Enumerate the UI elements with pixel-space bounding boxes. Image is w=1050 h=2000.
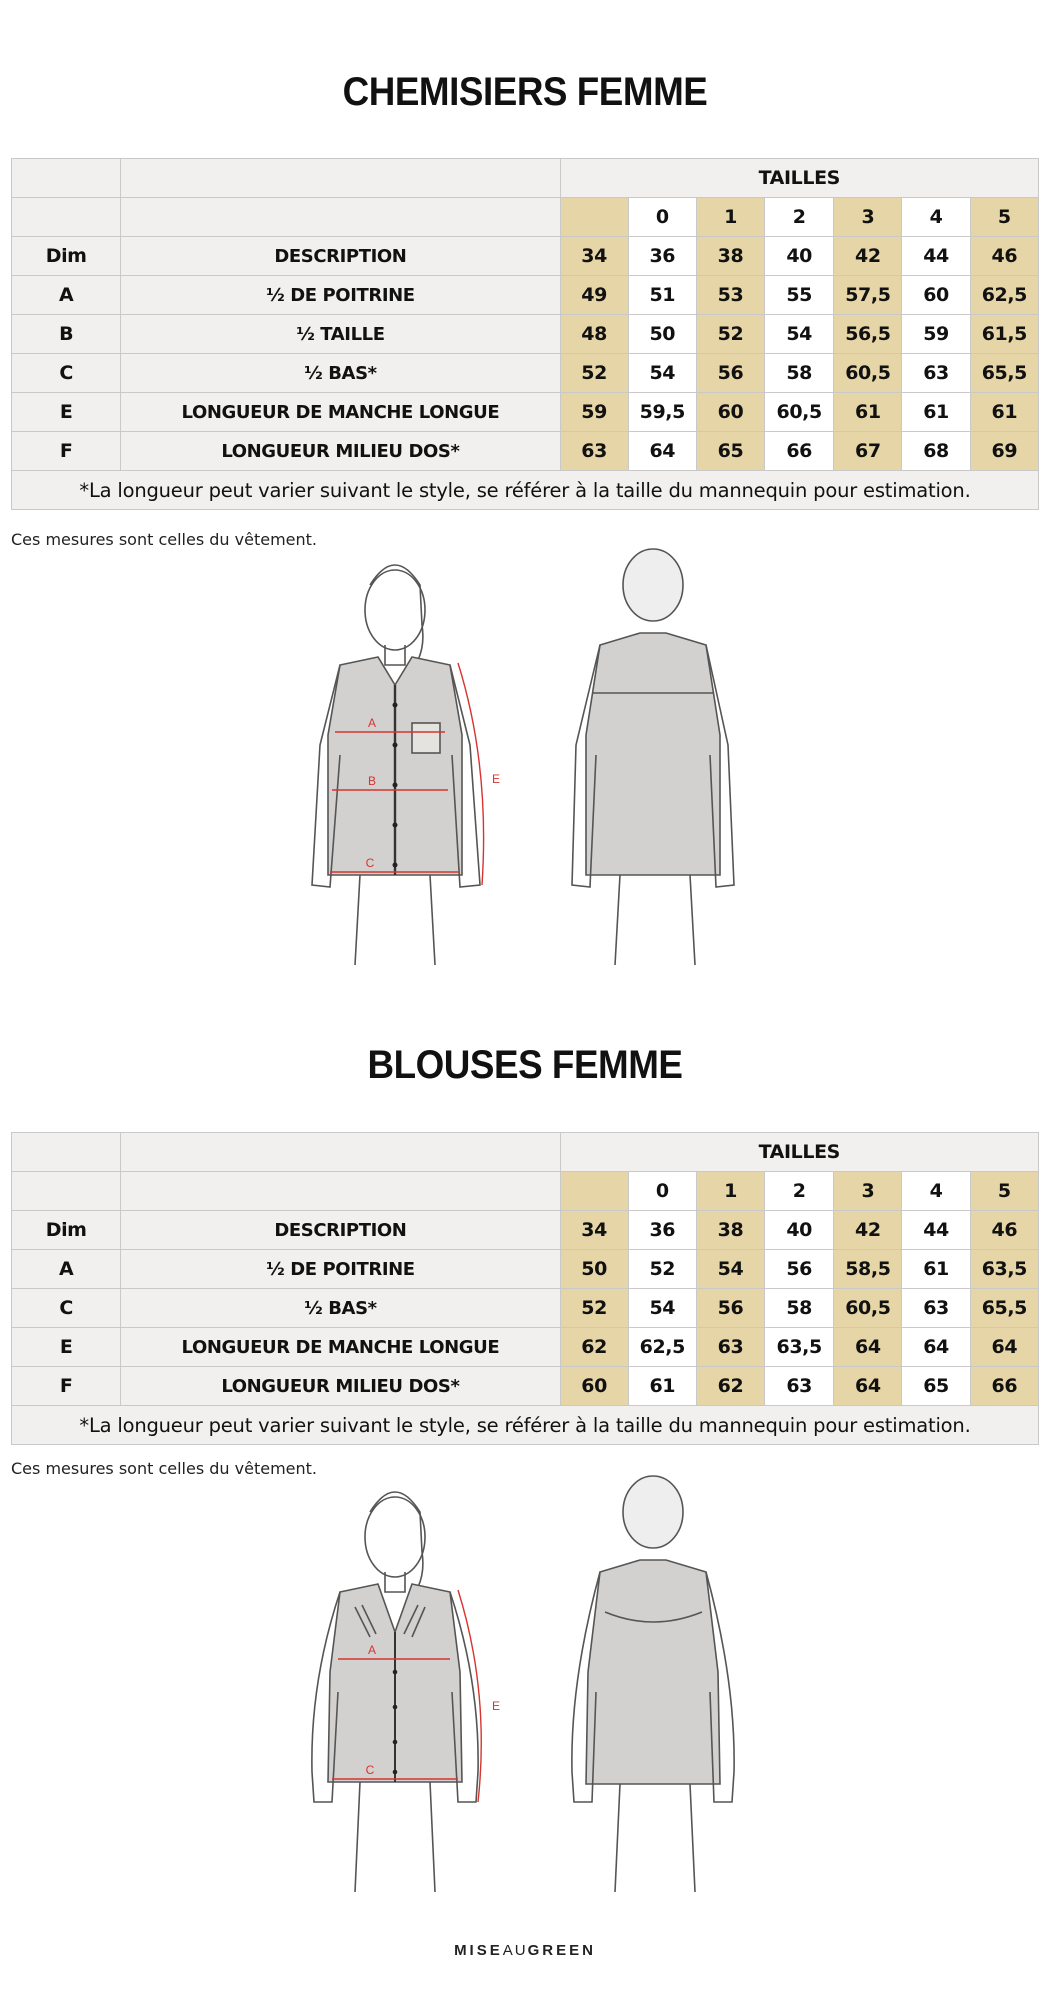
marker-label: E [491,1699,501,1713]
value-cell: 49 [560,276,628,315]
size-label: 2 [765,198,834,237]
value-cell: 50 [628,315,696,354]
marker-label: A [367,1643,377,1657]
table-row [12,432,1039,471]
size-label: 3 [834,198,902,237]
size-label: 0 [628,1172,696,1211]
value-cell: 63 [902,1289,970,1328]
value-cell: 54 [628,354,696,393]
value-cell: 56 [696,354,764,393]
value-cell: 52 [628,1250,696,1289]
shirts-size-table [11,158,1039,510]
table-row [12,276,1039,315]
value-cell: 66 [765,432,834,471]
blouses-size-table [11,1132,1039,1445]
value-cell: 63,5 [765,1328,834,1367]
eu-size: 44 [902,237,970,276]
blouses-caption: Ces mesures sont celles du vêtement. [11,1459,317,1478]
value-cell: 64 [902,1328,970,1367]
eu-size: 40 [765,237,834,276]
blouse-back-figure [572,1476,734,1892]
size-label: 1 [696,1172,764,1211]
value-cell: 51 [628,276,696,315]
table-row [12,1406,1039,1445]
value-cell: 66 [970,1367,1038,1406]
value-cell: 62,5 [628,1328,696,1367]
value-cell: 54 [628,1289,696,1328]
eu-size: 44 [902,1211,970,1250]
value-cell: 63 [560,432,628,471]
table-row [12,1133,1039,1172]
size-label [560,198,628,237]
marker-label: C [365,1763,375,1777]
description-cell: ½ DE POITRINE [121,1250,560,1289]
dim-cell: E [12,1328,121,1367]
value-cell: 56,5 [834,315,902,354]
table-row [12,1289,1039,1328]
table-row [12,354,1039,393]
table-note: *La longueur peut varier suivant le style, se référer à la taille du mannequin pour estimation. [12,1406,1039,1445]
value-cell: 63,5 [970,1250,1038,1289]
shirt-measure-illustration [300,545,760,985]
marker-label: A [367,716,377,730]
value-cell: 67 [834,432,902,471]
blouse-front-figure [312,1492,478,1892]
value-cell: 50 [560,1250,628,1289]
eu-size: 46 [970,237,1038,276]
tailles-header: TAILLES [560,1133,1038,1172]
brand-part: GREEN [527,1942,596,1959]
table-row [12,198,1039,237]
table-row [12,393,1039,432]
description-cell: ½ DE POITRINE [121,276,560,315]
dim-cell: E [12,393,121,432]
table-row [12,1211,1039,1250]
value-cell: 56 [696,1289,764,1328]
brand-part: AU [502,1942,528,1959]
value-cell: 69 [970,432,1038,471]
value-cell: 58 [765,1289,834,1328]
description-header: DESCRIPTION [121,237,560,276]
value-cell: 64 [834,1328,902,1367]
blouses-title: BLOUSES FEMME [367,1043,683,1087]
value-cell: 54 [765,315,834,354]
value-cell: 63 [696,1328,764,1367]
table-row [12,1367,1039,1406]
value-cell: 59 [560,393,628,432]
description-cell: LONGUEUR DE MANCHE LONGUE [121,393,560,432]
table-row [12,159,1039,198]
value-cell: 65 [902,1367,970,1406]
eu-size: 40 [765,1211,834,1250]
eu-size: 36 [628,1211,696,1250]
size-label: 3 [834,1172,902,1211]
value-cell: 52 [560,354,628,393]
dim-cell: F [12,1367,121,1406]
value-cell: 62,5 [970,276,1038,315]
table-row [12,1172,1039,1211]
description-cell: ½ BAS* [121,1289,560,1328]
description-cell: LONGUEUR MILIEU DOS* [121,432,560,471]
description-cell: ½ TAILLE [121,315,560,354]
value-cell: 48 [560,315,628,354]
dim-cell: B [12,315,121,354]
eu-size: 34 [560,237,628,276]
dim-header: Dim [12,1211,121,1250]
size-label: 2 [765,1172,834,1211]
value-cell: 61 [902,1250,970,1289]
marker-label: B [367,774,377,788]
value-cell: 60 [902,276,970,315]
blouses-section [0,1043,1050,1088]
value-cell: 60,5 [834,354,902,393]
value-cell: 63 [765,1367,834,1406]
shirt-back-figure [572,549,734,965]
marker-label: E [491,772,501,786]
table-row [12,237,1039,276]
table-row [12,1328,1039,1367]
value-cell: 60,5 [765,393,834,432]
value-cell: 61 [834,393,902,432]
value-cell: 53 [696,276,764,315]
value-cell: 54 [696,1250,764,1289]
value-cell: 61,5 [970,315,1038,354]
dim-header: Dim [12,237,121,276]
size-label: 1 [696,198,764,237]
value-cell: 65 [696,432,764,471]
value-cell: 64 [970,1328,1038,1367]
size-label: 0 [628,198,696,237]
description-cell: LONGUEUR DE MANCHE LONGUE [121,1328,560,1367]
dim-cell: F [12,432,121,471]
value-cell: 60 [560,1367,628,1406]
value-cell: 62 [560,1328,628,1367]
size-label: 4 [902,1172,970,1211]
table-note: *La longueur peut varier suivant le style, se référer à la taille du mannequin pour estimation. [12,471,1039,510]
dim-cell: C [12,1289,121,1328]
dim-cell: C [12,354,121,393]
eu-size: 42 [834,237,902,276]
size-label: 5 [970,198,1038,237]
value-cell: 58 [765,354,834,393]
value-cell: 64 [628,432,696,471]
shirts-caption: Ces mesures sont celles du vêtement. [11,530,317,549]
brand-logo [0,1942,1050,1959]
brand-part: MISE [454,1942,503,1959]
value-cell: 57,5 [834,276,902,315]
value-cell: 62 [696,1367,764,1406]
value-cell: 58,5 [834,1250,902,1289]
value-cell: 60 [696,393,764,432]
size-label [560,1172,628,1211]
eu-size: 34 [560,1211,628,1250]
description-cell: ½ BAS* [121,354,560,393]
value-cell: 59 [902,315,970,354]
value-cell: 52 [560,1289,628,1328]
value-cell: 64 [834,1367,902,1406]
value-cell: 56 [765,1250,834,1289]
description-header: DESCRIPTION [121,1211,560,1250]
value-cell: 55 [765,276,834,315]
table-row [12,1250,1039,1289]
dim-cell: A [12,1250,121,1289]
eu-size: 38 [696,1211,764,1250]
value-cell: 61 [902,393,970,432]
blouse-measure-illustration [300,1472,760,1912]
value-cell: 52 [696,315,764,354]
dim-cell: A [12,276,121,315]
table-row [12,471,1039,510]
eu-size: 36 [628,237,696,276]
size-label: 4 [902,198,970,237]
description-cell: LONGUEUR MILIEU DOS* [121,1367,560,1406]
tailles-header: TAILLES [560,159,1038,198]
value-cell: 63 [902,354,970,393]
marker-label: C [365,856,375,870]
value-cell: 68 [902,432,970,471]
shirt-front-figure [312,565,480,965]
size-label: 5 [970,1172,1038,1211]
table-row [12,315,1039,354]
shirts-section [0,70,1050,115]
value-cell: 61 [970,393,1038,432]
shirts-title: CHEMISIERS FEMME [342,70,708,114]
value-cell: 65,5 [970,1289,1038,1328]
eu-size: 46 [970,1211,1038,1250]
value-cell: 61 [628,1367,696,1406]
eu-size: 38 [696,237,764,276]
value-cell: 60,5 [834,1289,902,1328]
value-cell: 59,5 [628,393,696,432]
value-cell: 65,5 [970,354,1038,393]
eu-size: 42 [834,1211,902,1250]
